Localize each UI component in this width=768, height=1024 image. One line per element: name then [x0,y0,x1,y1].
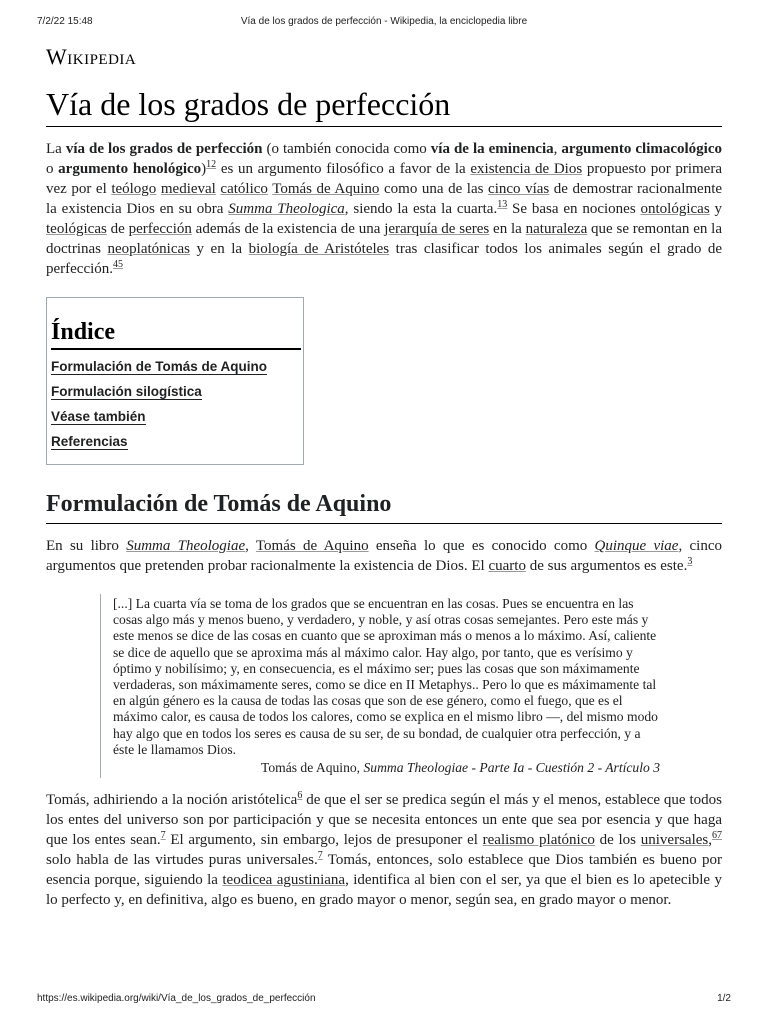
article-page [46,42,722,910]
reference-link[interactable]: 1 [497,199,503,210]
link-tomas-de-aquino[interactable]: Tomás de Aquino [272,181,380,197]
toc-list [51,354,301,454]
reference-link[interactable]: 3 [687,556,693,567]
link-summa-theologiae[interactable]: Summa Theologiae [126,538,246,554]
link-realismo-platonico[interactable]: realismo platónico [482,832,595,849]
reference-link[interactable]: 5 [118,259,124,270]
reference-link[interactable]: 2 [211,159,217,170]
wikipedia-wordmark: Wikipedia [46,44,137,69]
section-paragraph-1: En su libro Summa Theologiae, Tomás de Aquino enseña lo que es conocido como Quinque viae, cinco argumentos que pretenden probar racionalmente la existencia de Dios. El cuarto de sus argumentos es este.$^3$ [46,538,722,574]
link-neoplatonicas[interactable]: neoplatónicas [107,241,190,257]
print-datetime: 7/2/22 15:48 [37,16,93,27]
reference-link[interactable]: 1 [206,159,212,170]
quote-work: Summa Theologiae - Parte Ia - Cuestión 2 - Artículo 3 [363,760,660,776]
toc-item-vease-tambien[interactable]: Véase también [51,409,146,424]
link-perfeccion[interactable]: perfección [128,221,192,237]
link-jerarquia-de-seres[interactable]: jerarquía de seres [384,221,490,237]
link-teologo[interactable]: teólogo [111,181,157,197]
reference-link[interactable]: 4 [113,259,119,270]
print-footer [0,993,768,1007]
quote-citation: Tomás de Aquino, Summa Theologiae - Parte Ia - Cuestión 2 - Artículo 3 [260,760,660,776]
link-tomas-de-aquino[interactable]: Tomás de Aquino [255,538,369,554]
link-summa-theologica[interactable]: Summa Theologica [228,201,345,217]
link-catolico[interactable]: católico [220,181,268,197]
reference-link[interactable]: 7 [717,830,722,842]
section-heading: Formulación de Tomás de Aquino [46,489,722,524]
link-teologicas[interactable]: teológicas [46,221,107,237]
reference-link[interactable]: 7 [317,850,323,862]
reference-link[interactable]: 6 [297,790,303,802]
reference-link[interactable]: 6 [712,830,717,842]
article-title: Vía de los grados de perfección [46,84,722,127]
link-naturaleza[interactable]: naturaleza [525,221,588,237]
link-cinco-vias[interactable]: cinco vías [488,181,550,197]
link-ontologicas[interactable]: ontológicas [640,201,710,217]
reference-link[interactable]: 3 [502,199,508,210]
link-quinque-viae[interactable]: Quinque viae [594,538,679,554]
link-biologia-de-aristoteles[interactable]: biología de Aristóteles [248,241,390,257]
section-paragraph-2: Tomás, adhiriendo a la noción aristótelica$^6$ de que el ser se predica según el más y el menos, establece que todos los entes del universo son por participación y que se necesita entonces un ente que sea por esencia y que haga que los entes sean.$^7$ El argumento, sin embargo, lejos de presuponer el realismo platónico de los universales,$^{67}$ solo habla de las virtudes puras universales.$^7$ Tomás, entonces, solo establece que Dios también es bueno por esencia porque, siguiendo la teodicea agustiniana, identifica al bien con el ser, ya que el bien es lo apetecible y lo perfecto y, en definitiva, algo es bueno, en grado mayor o menor, según sea, en grado mayor o menor. [46,790,722,909]
toc-item-formulacion-silogistica[interactable]: Formulación silogística [51,384,202,399]
link-cuarto[interactable]: cuarto [488,558,526,574]
quote-text: [...] La cuarta vía se toma de los grados que se encuentran en las cosas. Pues se encuentra en las cosas algo más y menos bueno, y verdadero, y noble, y así otras cosas semejantes. Pero este más y este menos se dice de las cosas en cuanto que se aproximan más o menos a lo máximo. Así, caliente se dice de aquello que se aproxima más al máximo calor. Hay algo, por tanto, que es verísimo y óptimo y nobilísimo; y, en consecuencia, es el máximo ser; pues las cosas que son máximamente verdaderas, son máximamente seres, como se dice en II Metaphys.. Pero lo que es máximamente tal en algún género es la causa de todas las cosas que son de ese género, como el fuego, que es el máximo calor, es causa de todos los calores, como se explica en el mismo libro —, del mismo modo hay algo que en todos los seres es causa de su ser, de su bondad, de cualquier otra perfección, y a éste le llamamos Dios. [113,596,658,757]
print-doc-title: Vía de los grados de perfección - Wikipedia, la enciclopedia libre [240,16,528,27]
link-teodicea-agustiniana[interactable]: teodicea agustiniana [222,872,346,889]
link-medieval[interactable]: medieval [160,181,216,197]
toc-item-referencias[interactable]: Referencias [51,434,128,449]
reference-link[interactable]: 7 [160,830,166,842]
link-universales[interactable]: universales [640,832,709,849]
toc-item-formulacion-tomas[interactable]: Formulación de Tomás de Aquino [51,359,268,374]
table-of-contents [46,297,304,465]
print-page-number: 1/2 [717,993,731,1004]
link-existencia-de-dios[interactable]: existencia de Dios [470,161,583,177]
block-quote [100,594,660,778]
print-header [0,16,768,30]
intro-paragraph: La vía de los grados de perfección (o también conocida como vía de la eminencia, argumento climacológico o argumento henológico)$^{12}$ es un argumento filosófico a favor de la existencia de Dios propuesto por primera vez por el teólogo medieval católico Tomás de Aquino como una de las cinco vías de demostrar racionalmente la existencia Dios en su obra Summa Theologica, siendo la esta la cuarta.$^{13}$ Se basa en nociones ontológicas y teológicas de perfección además de la existencia de una jerarquía de seres en la naturaleza que se remontan en la doctrinas neoplatónicas y en la biología de Aristóteles tras clasificar todos los animales según el grado de perfección.$^{45}$ [46,141,723,277]
toc-title: Índice [51,318,301,350]
print-url: https://es.wikipedia.org/wiki/Vía_de_los_grados_de_perfección [37,993,316,1004]
